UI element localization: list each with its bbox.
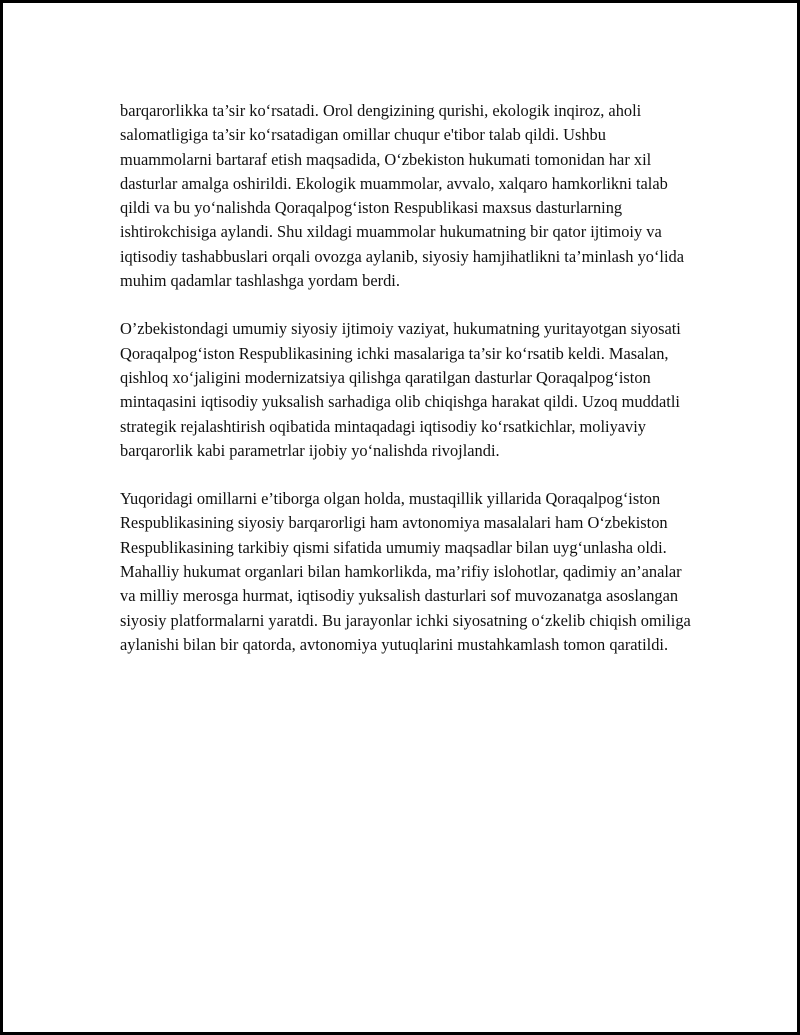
paragraph-1: barqarorlikka ta’sir ko‘rsatadi. Orol dengizining qurishi, ekologik inqiroz, aholi salomatligiga ta’sir ko‘rsatadigan omillar chuqur e'tibor talab qildi. Ushbu muammolarni bartaraf etish maqsadida, O‘zbekiston hukumati tomonidan har xil dasturlar amalga oshirildi. Ekologik muammolar, avvalo, xalqaro hamkorlikni talab qildi va bu yo‘nalishda Qoraqalpog‘iston Respublikasi maxsus dasturlarning ishtirokchisiga aylandi. Shu xildagi muammolar hukumatning bir qator ijtimoiy va iqtisodiy tashabbuslari orqali ovozga aylanib, siyosiy hamjihatlikni ta’minlash yo‘lida muhim qadamlar tashlashga yordam berdi. xyxy=(120,101,685,291)
paragraph-2: O’zbekistondagi umumiy siyosiy ijtimoiy vaziyat, hukumatning yuritayotgan siyosati Qoraqalpog‘iston Respublikasining ichki masalariga ta’sir ko‘rsatib keldi. Masalan, qishloq xo‘jaligini modernizatsiya qilishga qaratilgan dasturlar Qoraqalpog‘iston mintaqasini iqtisodiy yuksalish sarhadiga olib chiqishga harakat qildi. Uzoq muddatli strategik rejalashtirish oqibatida mintaqadagi iqtisodiy ko‘rsatkichlar, moliyaviy barqarorlik kabi parametrlar ijobiy yo‘nalishda rivojlandi. xyxy=(120,319,681,460)
paragraph-3: Yuqoridagi omillarni e’tiborga olgan holda, mustaqillik yillarida Qoraqalpog‘iston Respublikasining siyosiy barqarorligi ham avtonomiya masalalari ham O‘zbekiston Respublikasining tarkibiy qismi sifatida umumiy maqsadlar bilan uyg‘unlasha oldi. Mahalliy hukumat organlari bilan hamkorlikda, ma’rifiy islohotlar, qadimiy an’analar va milliy merosga hurmat, iqtisodiy yuksalish dasturlari sof muvozanatga asoslangan siyosiy platformalarni yaratdi. Bu jarayonlar ichki siyosatning o‘zkelib chiqish omiliga aylanishi bilan bir qatorda, avtonomiya yutuqlarini mustahkamlash tomon qaratildi. xyxy=(120,489,691,654)
document-body xyxy=(120,99,695,657)
